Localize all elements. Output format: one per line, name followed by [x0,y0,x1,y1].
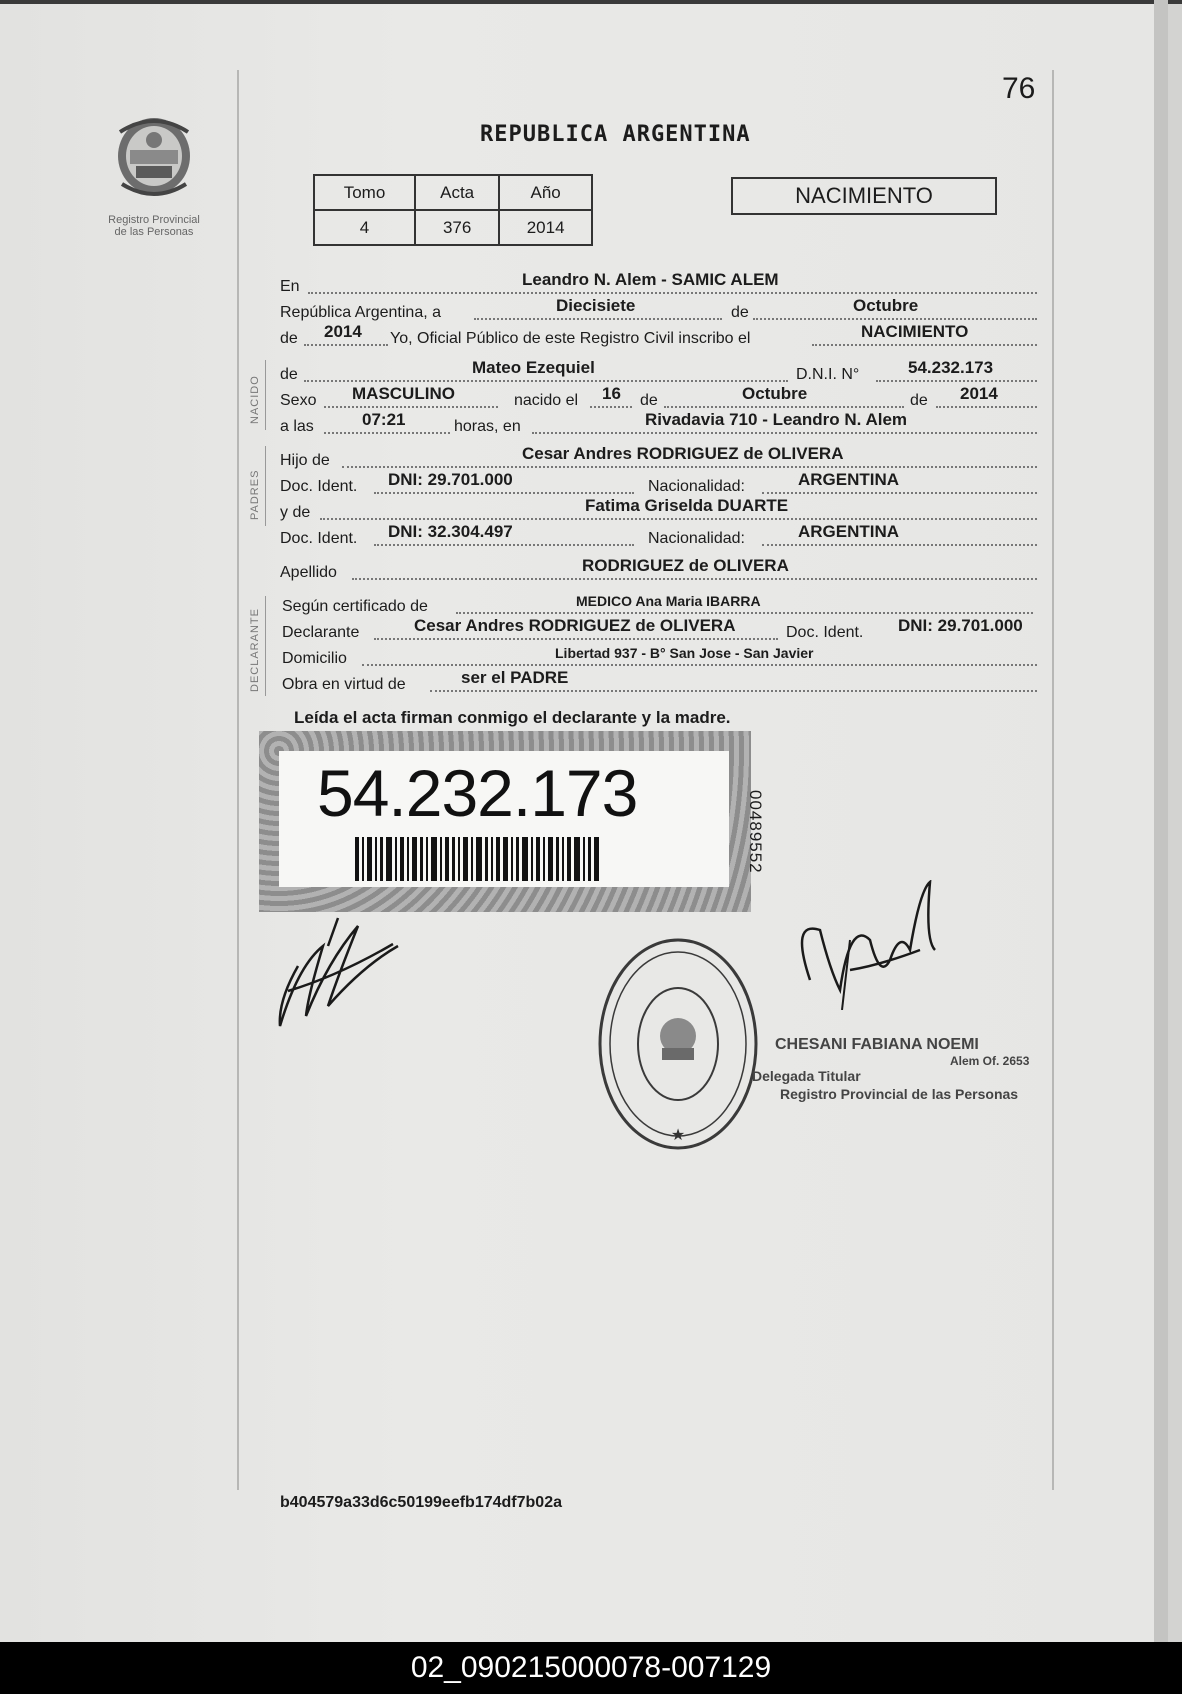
section-divider-nacido [265,360,266,430]
country-title: REPUBLICA ARGENTINA [480,122,751,147]
row-place [280,270,1037,302]
label-y-de: y de [280,504,311,521]
header-acta: Acta [415,175,499,210]
row-year [280,322,1037,354]
value-birth-month: Octubre [742,384,808,403]
value-sex: MASCULINO [352,384,455,403]
value-mother: Fatima Griselda DUARTE [585,496,789,515]
value-dni: 54.232.173 [908,358,994,377]
label-apellido: Apellido [280,564,337,581]
label-nacionalidad-mother: Nacionalidad: [648,530,745,547]
value-birth-year: 2014 [960,384,998,403]
header-tomo: Tomo [314,175,415,210]
value-month: Octubre [853,296,919,315]
label-domicilio: Domicilio [282,650,347,667]
section-declarante: DECLARANTE [249,608,261,692]
reference-table [313,174,593,246]
registry-caption-line2: de las Personas [114,226,194,238]
row-time [280,410,1037,442]
value-address: Libertad 937 - B° San Jose - San Javier [555,645,814,661]
value-declarant: Cesar Andres RODRIGUEZ de OLIVERA [414,616,736,635]
label-republica: República Argentina, a [280,304,441,321]
footer-id-bar [0,1642,1182,1694]
value-declarant-doc: DNI: 29.701.000 [898,616,1023,635]
registry-seal-icon [596,936,760,1152]
label-en: En [280,278,300,295]
value-birth-place: Rivadavia 710 - Leandro N. Alem [645,410,908,429]
value-acta: 376 [415,210,499,245]
value-certificate: MEDICO Ana Maria IBARRA [576,593,761,609]
label-de-name: de [280,366,298,383]
label-declarante: Declarante [282,624,360,641]
section-padres: PADRES [249,469,261,520]
act-type-box: NACIMIENTO [731,177,997,215]
row-address [280,645,1037,674]
section-divider-declarante [265,596,266,696]
value-inscribed-act: NACIMIENTO [861,322,969,341]
sticker-number: 54.232.173 [317,756,638,830]
officer-signature-icon [790,880,950,1010]
registry-caption [84,214,224,238]
closing-statement: Leída el acta firman conmigo el declarante y la madre. [294,708,731,727]
footer-id: 02_090215000078-007129 [410,1651,772,1684]
sticker-serial: 00489552 [746,790,765,874]
label-segun: Según certificado de [282,598,428,615]
value-place: Leandro N. Alem - SAMIC ALEM [522,270,779,289]
value-year: 2014 [324,322,362,341]
value-father-nationality: ARGENTINA [798,470,900,489]
officer-name: CHESANI FABIANA NOEMI [775,1036,979,1053]
label-doc-ident-declarant: Doc. Ident. [786,624,864,641]
label-doc-ident-father: Doc. Ident. [280,478,358,495]
value-day-words: Diecisiete [556,296,636,315]
dni-sticker [259,731,751,912]
section-nacido: NACIDO [249,375,261,424]
value-surname: RODRIGUEZ de OLIVERA [582,556,789,575]
label-sexo: Sexo [280,392,317,409]
svg-text:★: ★ [670,1127,686,1144]
value-birth-time: 07:21 [362,410,406,429]
section-divider-padres [265,446,266,526]
label-a-las: a las [280,418,314,435]
label-horas-en: horas, en [454,418,521,435]
label-de-month: de [731,304,749,321]
label-yo: Yo, Oficial Público de este Registro Civil inscribo el [390,330,751,347]
value-tomo: 4 [314,210,415,245]
barcode-icon [355,837,655,881]
registry-caption-line1: Registro Provincial [108,214,200,226]
value-father-doc: DNI: 29.701.000 [388,470,513,489]
declarant-signature-icon [268,906,408,1036]
province-crest-icon [108,108,200,200]
label-obra: Obra en virtud de [282,676,406,693]
value-mother-doc: DNI: 32.304.497 [388,522,513,541]
label-hijo-de: Hijo de [280,452,330,469]
label-de-birth-year: de [910,392,928,409]
dni-sticker-inner [279,751,729,887]
value-birth-day: 16 [602,384,621,403]
officer-registry: Registro Provincial de las Personas [780,1086,1019,1102]
page-top-edge [0,0,1182,4]
value-by-virtue: ser el PADRE [461,668,569,687]
page-right-edge [1154,0,1168,1642]
document-hash: b404579a33d6c50199eefb174df7b02a [280,1494,562,1511]
label-de-year: de [280,330,298,347]
margin-line-left [237,70,239,1490]
value-mother-nationality: ARGENTINA [798,522,900,541]
label-nacido-el: nacido el [514,392,579,409]
margin-line-right [1052,70,1054,1490]
row-mother-doc [280,522,1037,554]
row-by-virtue [280,668,1037,700]
label-dni: D.N.I. N° [796,366,860,383]
page-number: 76 [1002,72,1036,105]
value-father: Cesar Andres RODRIGUEZ de OLIVERA [522,444,844,463]
header-ano: Año [499,175,592,210]
label-nacionalidad-father: Nacionalidad: [648,478,745,495]
row-surname [280,556,1037,588]
label-doc-ident-mother: Doc. Ident. [280,530,358,547]
officer-office: Alem Of. 2653 [950,1054,1030,1068]
value-name: Mateo Ezequiel [472,358,595,377]
value-ano: 2014 [499,210,592,245]
officer-title: Delegada Titular [752,1068,861,1084]
label-de-birth-month: de [640,392,658,409]
